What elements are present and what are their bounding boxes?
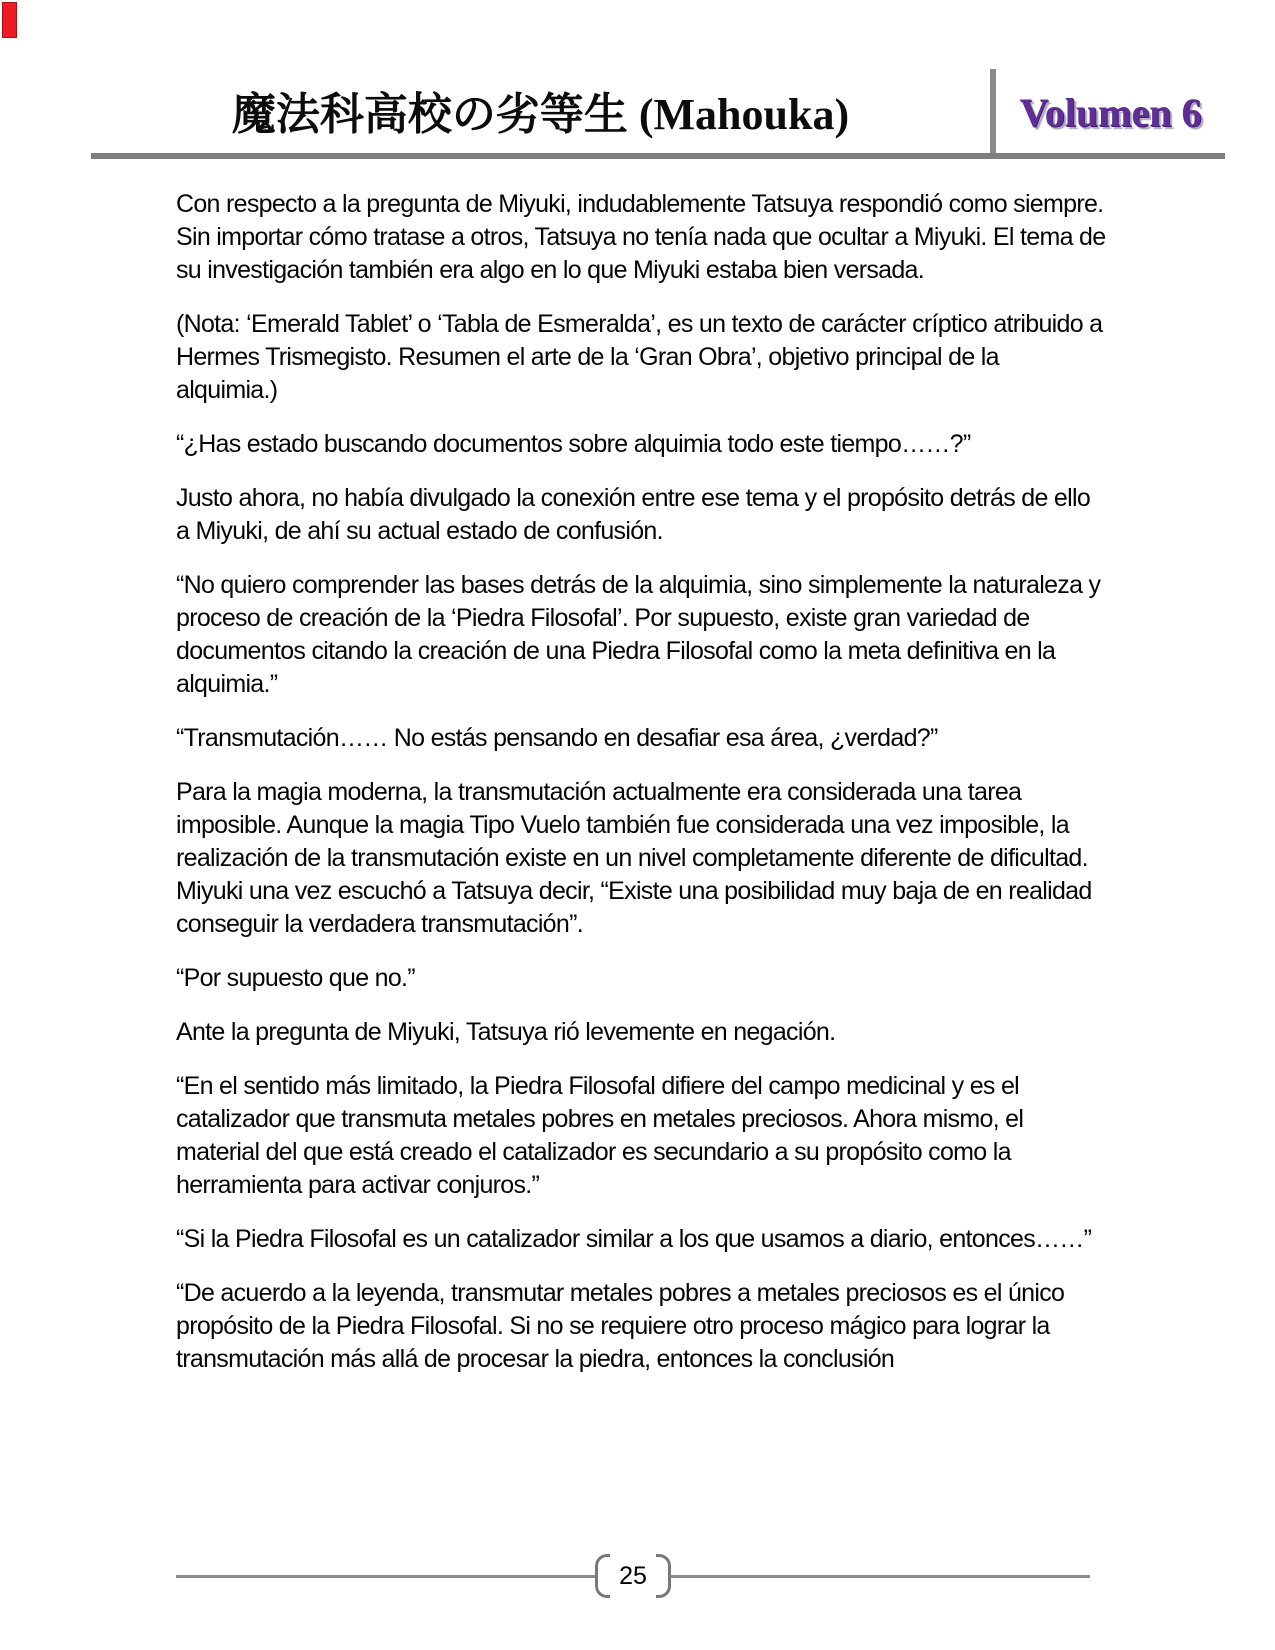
paragraph: Justo ahora, no había divulgado la conexión entre ese tema y el propósito detrás de ello a Miyuki, de ahí su actual estado de confusión. xyxy=(176,484,1091,545)
paragraph: “No quiero comprender las bases detrás de la alquimia, sino simplemente la naturaleza y proceso de creación de la ‘Piedra Filosofal’. Por supuesto, existe gran variedad de documentos citando la creación de una Piedra Filosofal como la meta definitiva en la alquimia.” xyxy=(176,571,1101,698)
paragraph: “Por supuesto que no.” xyxy=(176,964,415,992)
paragraph: “Transmutación…… No estás pensando en desafiar esa área, ¿verdad?” xyxy=(176,724,938,752)
paragraph: “De acuerdo a la leyenda, transmutar metales pobres a metales preciosos es el único propósito de la Piedra Filosofal. Si no se requiere otro proceso mágico para lograr la transmutación más allá de procesar la piedra, entonces la conclusión xyxy=(176,1279,1065,1373)
paragraph: Ante la pregunta de Miyuki, Tatsuya rió levemente en negación. xyxy=(176,1018,836,1046)
page-footer xyxy=(176,1553,1090,1599)
page-header xyxy=(91,55,1225,159)
page-number-bracket-right xyxy=(656,1554,671,1598)
paragraph: “Si la Piedra Filosofal es un catalizador similar a los que usamos a diario, entonces……” xyxy=(176,1225,1092,1253)
paragraph: “En el sentido más limitado, la Piedra Filosofal difiere del campo medicinal y es el catalizador que transmuta metales pobres en metales preciosos. Ahora mismo, el material del que está creado el catalizador es secundario a su propósito como la herramienta para activar conjuros.” xyxy=(176,1072,1024,1199)
footer-rule-right xyxy=(671,1575,1090,1578)
footer-rule-left xyxy=(176,1575,595,1578)
document-title: 魔法科高校の劣等生 (Mahouka) xyxy=(231,90,850,139)
header-volume-cell xyxy=(996,55,1225,153)
paragraph: Con respecto a la pregunta de Miyuki, indudablemente Tatsuya respondió como siempre. Sin importar cómo tratase a otros, Tatsuya no tenía nada que ocultar a Miyuki. El tema de su investigación también era algo en lo que Miyuki estaba bien versada. xyxy=(176,190,1106,284)
paragraph: (Nota: ‘Emerald Tablet’ o ‘Tabla de Esmeralda’, es un texto de carácter críptico atribuido a Hermes Trismegisto. Resumen el arte de la ‘Gran Obra’, objetivo principal de la alquimia.) xyxy=(176,310,1103,404)
page-number-bracket-left xyxy=(595,1554,610,1598)
header-title-cell xyxy=(91,55,990,153)
volume-label: Volumen 6 xyxy=(1019,90,1202,135)
paragraph: Para la magia moderna, la transmutación actualmente era considerada una tarea imposible. Aunque la magia Tipo Vuelo también fue considerada una vez imposible, la realización de la transmutación existe en un nivel completamente diferente de dificultad. Miyuki una vez escuchó a Tatsuya decir, “Existe una posibilidad muy baja de en realidad conseguir la verdadera transmutación”. xyxy=(176,778,1092,938)
body-text xyxy=(176,188,1106,1397)
paragraph: “¿Has estado buscando documentos sobre alquimia todo este tiempo……?” xyxy=(176,430,971,458)
red-corner-marker xyxy=(2,2,17,38)
page-number: 25 xyxy=(619,1561,647,1590)
